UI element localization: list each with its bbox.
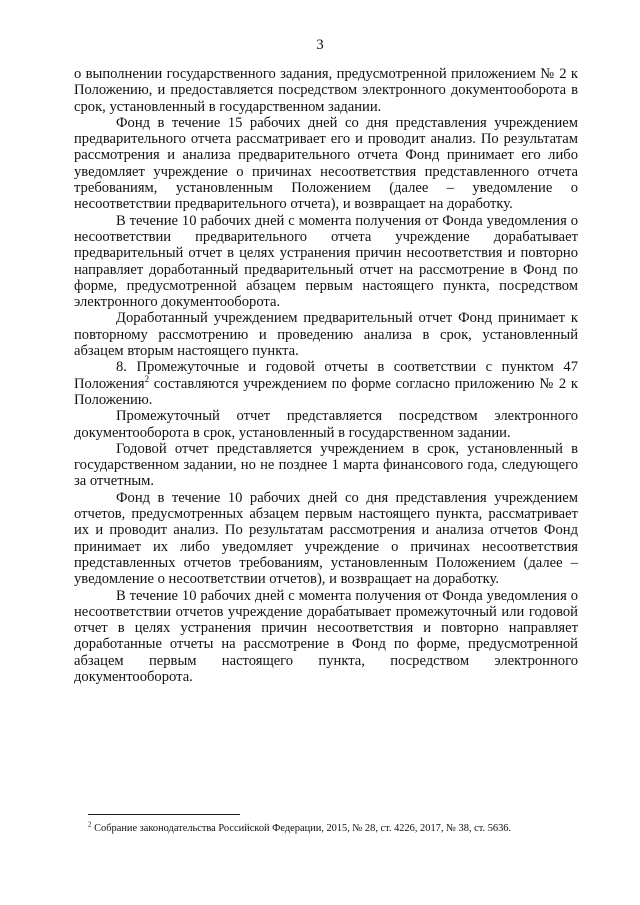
paragraph-6: Промежуточный отчет представляется посредством электронного документооборота в срок, установленный в государственном задании. [74,408,578,441]
paragraph-5-item-8 [74,359,578,408]
document-body [74,66,578,685]
paragraph-2: Фонд в течение 15 рабочих дней со дня представления учреждением предварительного отчета рассматривает его и проводит анализ. По результатам рассмотрения и анализа предварительного отчета Фонд принимает его либо уведомляет учреждение о причинах несоответствия представленного отчета требованиям, установленным Положением (далее – уведомление о несоответствии предварительного отчета), и возвращает на доработку. [74,114,578,213]
paragraph-1: о выполнении государственного задания, предусмотренной приложением № 2 к Положению, и предоставляется посредством электронного документооборота в срок, установленный в государственном задании. [74,66,578,115]
footnote-divider [88,814,240,815]
paragraph-5-text-after: составляются учреждением по форме согласно приложению № 2 к Положению. [74,375,578,408]
page-number: 3 [316,37,324,53]
paragraph-7: Годовой отчет представляется учреждением в срок, установленный в государственном задании, но не позднее 1 марта финансового года, следующего за отчетным. [74,440,578,490]
footnote-reference: 2 [144,373,150,384]
paragraph-8: Фонд в течение 10 рабочих дней со дня представления учреждением отчетов, предусмотренных абзацем первым настоящего пункта, рассматривает их и проводит анализ. По результатам рассмотрения и анализа отчетов Фонд принимает их либо уведомляет учреждение о причинах несоответствия представленных отчетов требованиям, установленным Положением (далее – уведомление о несоответствии отчетов), и возвращает на доработку. [74,489,578,588]
footnote-marker: 2 [88,820,92,829]
footnote [88,822,578,835]
paragraph-3: В течение 10 рабочих дней с момента получения от Фонда уведомления о несоответствии предварительного отчета учреждение дорабатывает предварительный отчет в целях устранения причин несоответствия и повторно направляет доработанный предварительный отчет на рассмотрение в Фонд по форме, предусмотренной абзацем первым настоящего пункта, посредством электронного документооборота. [74,212,578,311]
paragraph-5-text-before: 8. Промежуточные и годовой отчеты в соответствии с пунктом 47 Положения [74,359,578,392]
paragraph-9: В течение 10 рабочих дней с момента получения от Фонда уведомления о несоответствии отчетов учреждение дорабатывает промежуточный или годовой отчет в целях устранения причин несоответствия и повторно направляет доработанные отчеты на рассмотрение в Фонд по форме, предусмотренной абзацем первым настоящего пункта, посредством электронного документооборота. [74,587,578,685]
footnote-text: Собрание законодательства Российской Федерации, 2015, № 28, ст. 4226, 2017, № 38, ст. 5636. [91,823,512,834]
paragraph-4: Доработанный учреждением предварительный отчет Фонд принимает к повторному рассмотрению и проведению анализа в срок, установленный абзацем вторым настоящего пункта. [74,310,578,360]
